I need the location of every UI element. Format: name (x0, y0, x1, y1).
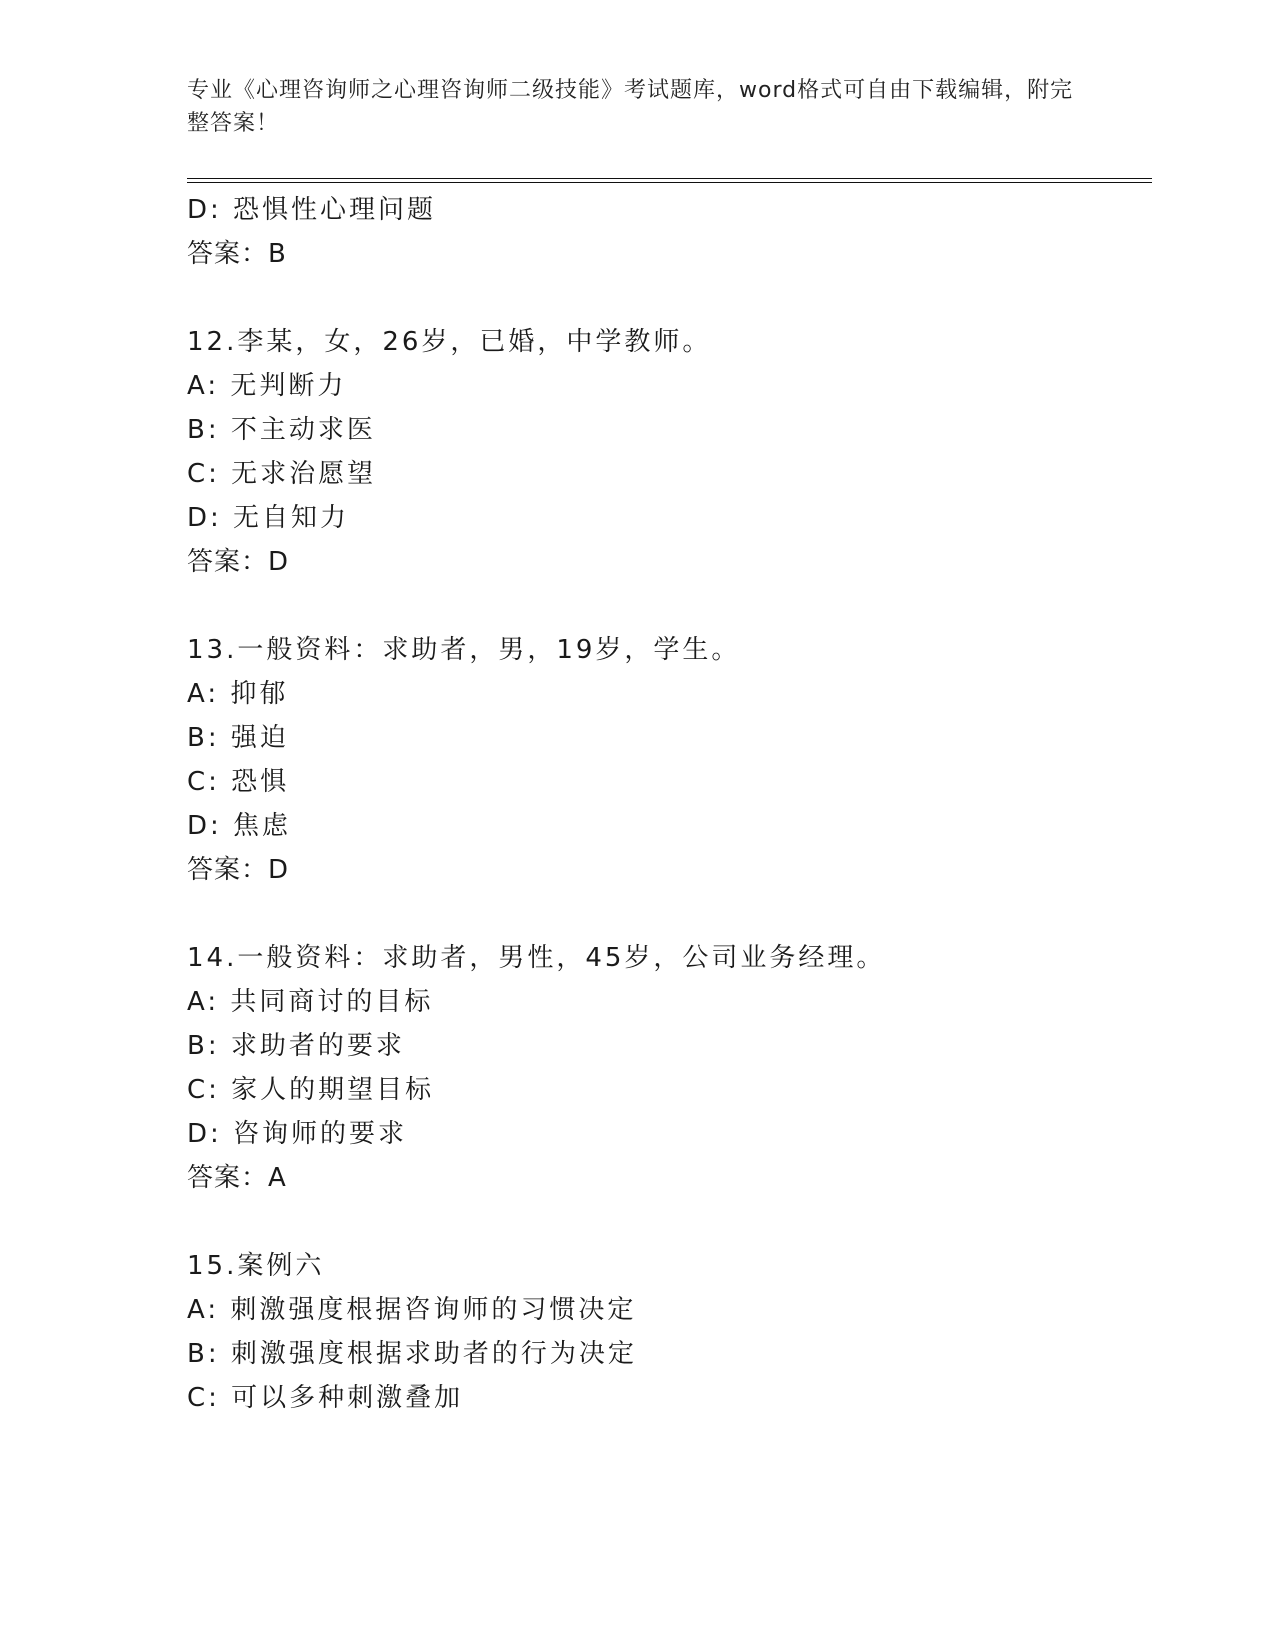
option-c: C: 可以多种刺激叠加 (187, 1383, 464, 1413)
option-b: B: 不主动求医 (187, 415, 376, 445)
question-stem: 15.案例六 (187, 1251, 325, 1281)
option-b: B: 强迫 (187, 723, 289, 753)
option-c: C: 恐惧 (187, 767, 290, 797)
header-divider (187, 178, 1152, 183)
option-d: D: 无自知力 (187, 503, 350, 533)
option-c: C: 家人的期望目标 (187, 1075, 435, 1105)
question-stem: 13.一般资料：求助者，男，19岁，学生。 (187, 635, 741, 665)
option-d: D: 咨询师的要求 (187, 1119, 408, 1149)
answer: 答案：A (187, 1163, 287, 1193)
option-a: A: 刺激强度根据咨询师的习惯决定 (187, 1295, 637, 1325)
prev-option-d: D: 恐惧性心理问题 (187, 195, 437, 225)
question-stem: 12.李某，女，26岁，已婚，中学教师。 (187, 327, 712, 357)
option-b: B: 求助者的要求 (187, 1031, 405, 1061)
option-a: A: 抑郁 (187, 679, 289, 709)
document-header: 专业《心理咨询师之心理咨询师二级技能》考试题库，word格式可自由下载编辑，附完整答案！ (187, 78, 1074, 136)
option-b: B: 刺激强度根据求助者的行为决定 (187, 1339, 637, 1369)
option-a: A: 无判断力 (187, 371, 347, 401)
option-d: D: 焦虑 (187, 811, 292, 841)
question-stem: 14.一般资料：求助者，男性，45岁，公司业务经理。 (187, 943, 886, 973)
answer: 答案：D (187, 547, 290, 577)
option-c: C: 无求治愿望 (187, 459, 377, 489)
prev-answer: 答案：B (187, 239, 287, 269)
option-a: A: 共同商讨的目标 (187, 987, 434, 1017)
answer: 答案：D (187, 855, 290, 885)
